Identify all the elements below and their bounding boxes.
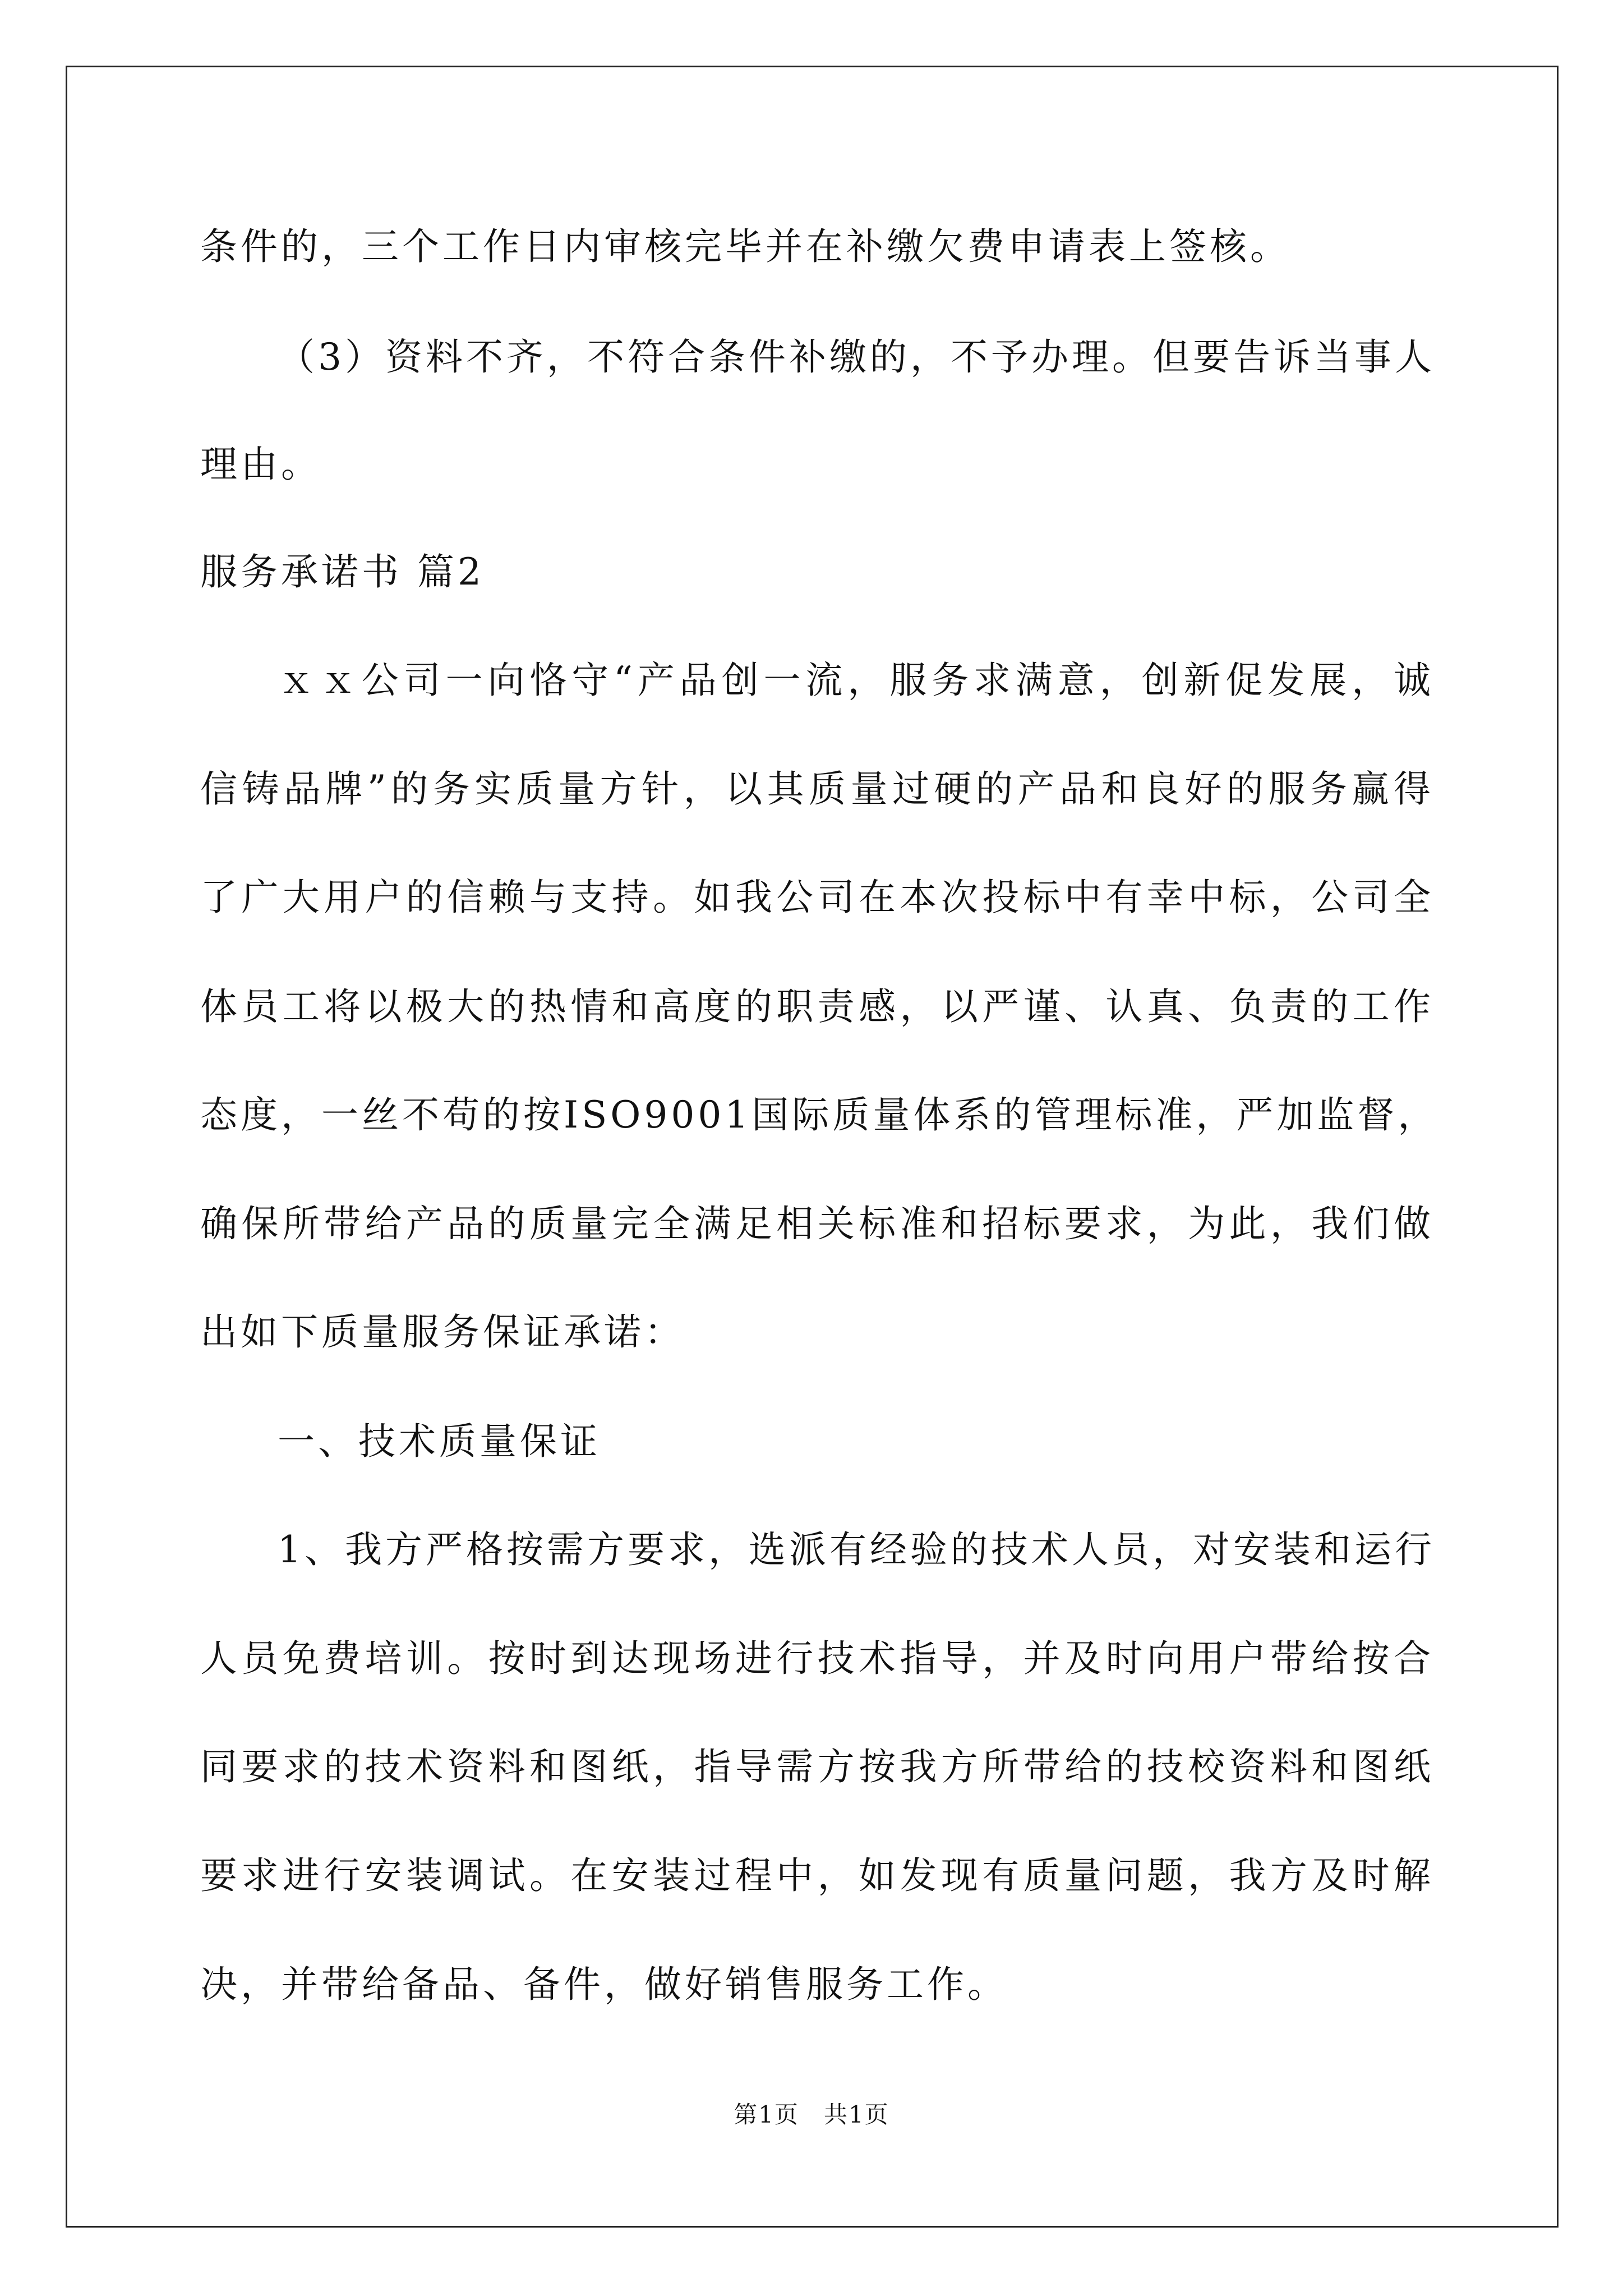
- paragraph-line: 条件的，三个工作日内审核完毕并在补缴欠费申请表上签核。: [200, 225, 1290, 268]
- page-number-footer: 第1页 共1页: [734, 2101, 889, 2128]
- paragraph-line: 出如下质量服务保证承诺：: [200, 1310, 685, 1354]
- paragraph-line: 确保所带给产品的质量完全满足相关标准和招标要求，为此，我们做: [200, 1202, 1434, 1245]
- paragraph-line: 决，并带给备品、备件，做好销售服务工作。: [200, 1963, 1008, 2006]
- paragraph-line: 了广大用户的信赖与支持。如我公司在本次投标中有幸中标，公司全: [200, 876, 1434, 919]
- paragraph-line: 态度，一丝不苟的按ISO9001国际质量体系的管理标准，严加监督，: [200, 1093, 1438, 1137]
- paragraph-line: 1、我方严格按需方要求，选派有经验的技术人员，对安装和运行: [278, 1528, 1435, 1571]
- section-heading: 服务承诺书 篇2: [200, 550, 485, 593]
- paragraph-line: 理由。: [200, 443, 321, 486]
- subsection-heading: 一、技术质量保证: [278, 1420, 601, 1463]
- paragraph-line: ｘｘ公司一向恪守“产品创一流，服务求满意，创新促发展，诚: [278, 659, 1434, 702]
- paragraph-line: （3）资料不齐，不符合条件补缴的，不予办理。但要告诉当事人: [278, 335, 1435, 379]
- paragraph-line: 体员工将以极大的热情和高度的职责感，以严谨、认真、负责的工作: [200, 985, 1434, 1028]
- paragraph-line: 要求进行安装调试。在安装过程中，如发现有质量问题，我方及时解: [200, 1854, 1434, 1897]
- paragraph-line: 信铸品牌”的务实质量方针，以其质量过硬的产品和良好的服务赢得: [200, 767, 1434, 811]
- paragraph-line: 同要求的技术资料和图纸，指导需方按我方所带给的技校资料和图纸: [200, 1745, 1434, 1788]
- paragraph-line: 人员免费培训。按时到达现场进行技术指导，并及时向用户带给按合: [200, 1637, 1434, 1680]
